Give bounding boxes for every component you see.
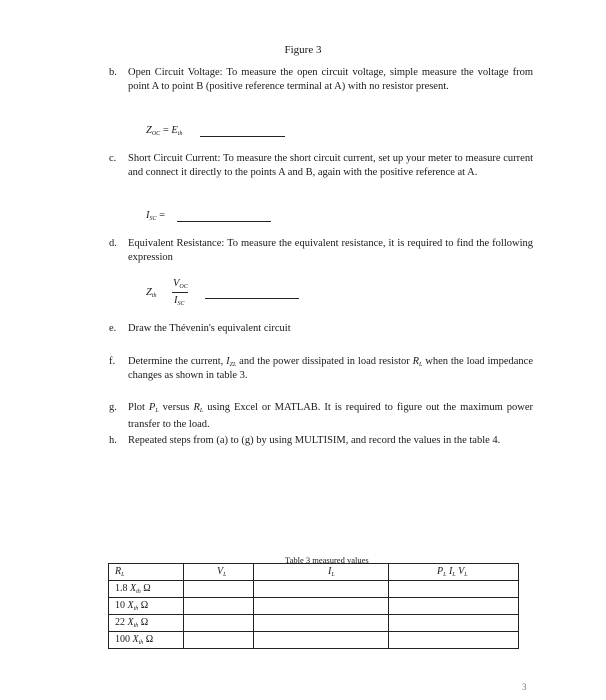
- item-marker: b.: [109, 67, 117, 78]
- item-b-open-circuit-voltage: [109, 66, 533, 94]
- table-header-row: [109, 564, 519, 581]
- equation-zth-lhs: $Z_{th}$: [146, 287, 157, 299]
- cell-vl[interactable]: [184, 598, 254, 615]
- cell-power[interactable]: [389, 581, 519, 598]
- cell-power[interactable]: [389, 632, 519, 649]
- item-text: Short Circuit Current: To measure the short circuit current, set up your meter to measure current and connect it directly to the points A and B, again with the positive reference at A.: [128, 153, 533, 178]
- item-text: Open Circuit Voltage: To measure the open circuit voltage, simple measure the voltage from point A to point B (positive reference terminal at A) with no resistor present.: [128, 67, 533, 92]
- item-marker: d.: [109, 238, 117, 249]
- row-load-value: 10 $X_{th}$ Ω: [109, 598, 184, 615]
- item-e-thevenin-circuit: [109, 322, 533, 336]
- item-marker: c.: [109, 153, 117, 164]
- cell-vl[interactable]: [184, 581, 254, 598]
- row-load-value: 1.8 $X_{th}$ Ω: [109, 581, 184, 598]
- fraction-numerator: $V_{OC}$: [173, 278, 188, 290]
- cell-il[interactable]: [254, 598, 389, 615]
- item-c-short-circuit-current: [109, 152, 533, 180]
- table-row: [109, 615, 519, 632]
- cell-vl[interactable]: [184, 632, 254, 649]
- table-caption: Table 3 measured values: [285, 555, 369, 565]
- page-number: 3: [522, 682, 527, 692]
- item-d-equivalent-resistance: [109, 237, 533, 265]
- header-power: $P_L$ $I_L$ $V_L$: [389, 564, 519, 581]
- item-f-current-power: f. Determine the current, $I_{ZL}$ and the power dissipated in load resistor $R_L$ when the load impedance changes as shown in table 3.: [109, 356, 533, 381]
- item-marker: f.: [109, 356, 116, 367]
- item-marker: e.: [109, 323, 117, 334]
- cell-il[interactable]: [254, 615, 389, 632]
- answer-blank-zoc[interactable]: [200, 126, 285, 137]
- cell-il[interactable]: [254, 581, 389, 598]
- cell-vl[interactable]: [184, 615, 254, 632]
- measured-values-table: [108, 563, 519, 649]
- row-load-value: 100 $X_{th}$ Ω: [109, 632, 184, 649]
- answer-blank-zth[interactable]: [205, 288, 299, 299]
- fraction-denominator: $I_{SC}$: [174, 295, 185, 307]
- header-rl: $R_L$: [109, 564, 184, 581]
- equation-isc: $I_{SC}$ =: [146, 210, 166, 222]
- item-text: Draw the Thévenin's equivalent circuit: [128, 323, 291, 334]
- figure-title: Figure 3: [284, 44, 322, 56]
- equation-zoc: $Z_{OC} = E_{th}$: [146, 125, 183, 137]
- cell-power[interactable]: [389, 598, 519, 615]
- item-g-plot: g. Plot $P_L$ versus $R_L$ using Excel or MATLAB. It is required to figure out the maximum power transfer to the load.: [128, 399, 533, 433]
- header-vl: $V_L$: [184, 564, 254, 581]
- table-row: [109, 598, 519, 615]
- item-text: Repeated steps from (a) to (g) by using MULTISIM, and record the values in the table 4.: [128, 435, 501, 446]
- table-row: [109, 581, 519, 598]
- item-marker: h.: [109, 435, 117, 446]
- table-row: [109, 632, 519, 649]
- cell-il[interactable]: [254, 632, 389, 649]
- item-marker: g.: [109, 402, 117, 413]
- cell-power[interactable]: [389, 615, 519, 632]
- row-load-value: 22 $X_{th}$ Ω: [109, 615, 184, 632]
- fraction-bar: [172, 292, 188, 293]
- answer-blank-isc[interactable]: [177, 211, 271, 222]
- header-il: $I_L$: [254, 564, 389, 581]
- item-text: Equivalent Resistance: To measure the equivalent resistance, it is required to find the following expression: [128, 238, 533, 263]
- item-h-multisim: [109, 434, 533, 448]
